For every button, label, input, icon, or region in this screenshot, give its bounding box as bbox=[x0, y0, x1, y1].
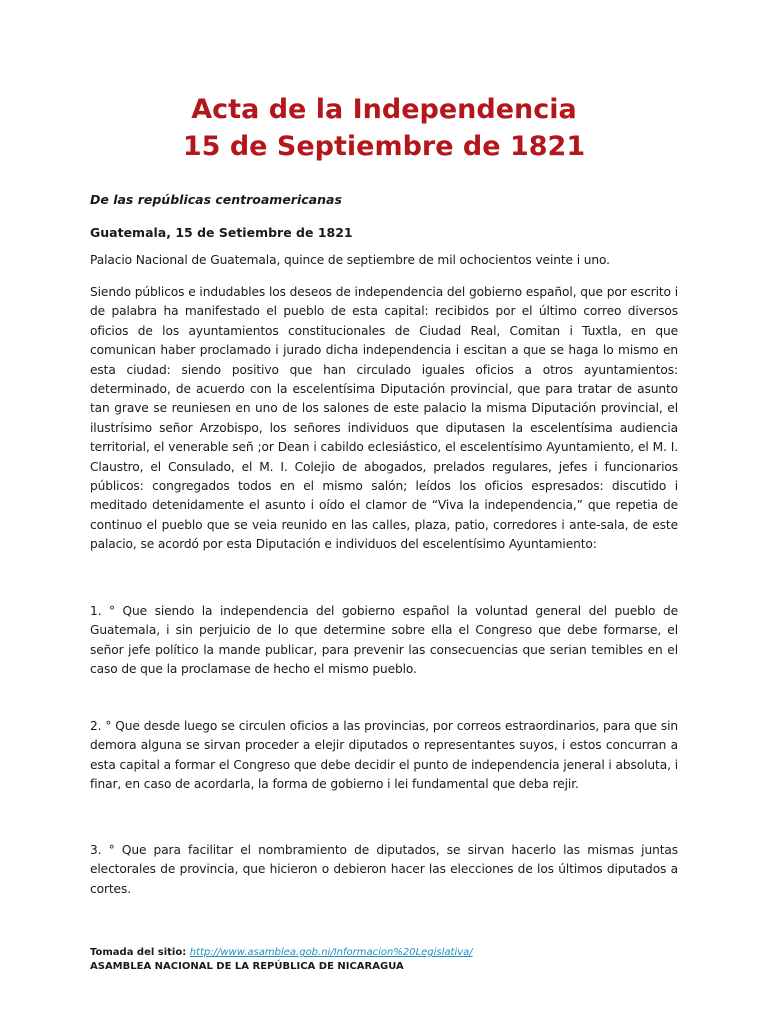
document-date-title: 15 de Septiembre de 1821 bbox=[182, 131, 586, 162]
organization-name: ASAMBLEA NACIONAL DE LA REPÚBLICA DE NICARAGUA bbox=[90, 961, 404, 972]
source-footer bbox=[90, 946, 690, 974]
document-subtitle: De las repúblicas centroamericanas bbox=[90, 192, 342, 207]
article-1: 1. ° Que siendo la independencia del gobierno español la voluntad general del pueblo de Guatemala, i sin perjuicio de lo que determine sobre ella el Congreso que debe formarse, el señor jefe político la mande publicar, para prevenir las consecuencias que serian temibles en el caso de que la proclamase de hecho el mismo pueblo. bbox=[90, 604, 678, 677]
source-link[interactable]: http://www.asamblea.gob.ni/Informacion%20Legislativa/ bbox=[189, 947, 473, 958]
article-3: 3. ° Que para facilitar el nombramiento de diputados, se sirvan hacerlo las mismas juntas electorales de provincia, que hicieron o debieron hacer las elecciones de los últimos diputados a cortes. bbox=[90, 843, 678, 896]
document-title: Acta de la Independencia bbox=[191, 94, 577, 125]
article-2: 2. ° Que desde luego se circulen oficios a las provincias, por correos estraordinarios, para que sin demora alguna se sirvan proceder a elejir diputados o representantes suyos, i estos concurran a esta capital a formar el Congreso que debe decidir el punto de independencia jeneral i absoluta, i finar, en caso de acordarla, la forma de gobierno i lei fundamental que deba rejir. bbox=[90, 719, 678, 792]
source-label: Tomada del sitio: bbox=[90, 947, 187, 958]
place-date: Guatemala, 15 de Setiembre de 1821 bbox=[90, 225, 353, 240]
main-paragraph: Siendo públicos e indudables los deseos de independencia del gobierno español, que por escrito i de palabra ha manifestado el pueblo de esta capital: recibidos por el último correo diversos oficios de los ayuntamientos constitucionales de Ciudad Real, Comitan i Tuxtla, en que comunican haber proclamado i jurado dicha independencia i escitan a que se haga lo mismo en esta ciudad: siendo positivo que han circulado iguales oficios a otros ayuntamientos: determinado, de acuerdo con la escelentísima Diputación provincial, que para tratar de asunto tan grave se reuniesen en uno de los salones de este palacio la misma Diputación provincial, el ilustrísimo señor Arzobispo, los señores individuos que diputasen la escelentísima audiencia territorial, el venerable señ ;or Dean i cabildo eclesiástico, el escelentísimo Ayuntamiento, el M. I. Claustro, el Consulado, el M. I. Colejio de abogados, prelados regulares, jefes i funcionarios públicos: congregados todos en el mismo salón; leídos los oficios espresados: discutido i meditado detenidamente el asunto i oído el clamor de “Viva la independencia,” que repetia de continuo el pueblo que se veia reunido en las calles, plaza, patio, corredores i ante-sala, de este palacio, se acordó por esta Diputación e individuos del escelentísimo Ayuntamiento: bbox=[90, 285, 678, 552]
opening-line: Palacio Nacional de Guatemala, quince de septiembre de mil ochocientos veinte i uno. bbox=[90, 253, 610, 267]
